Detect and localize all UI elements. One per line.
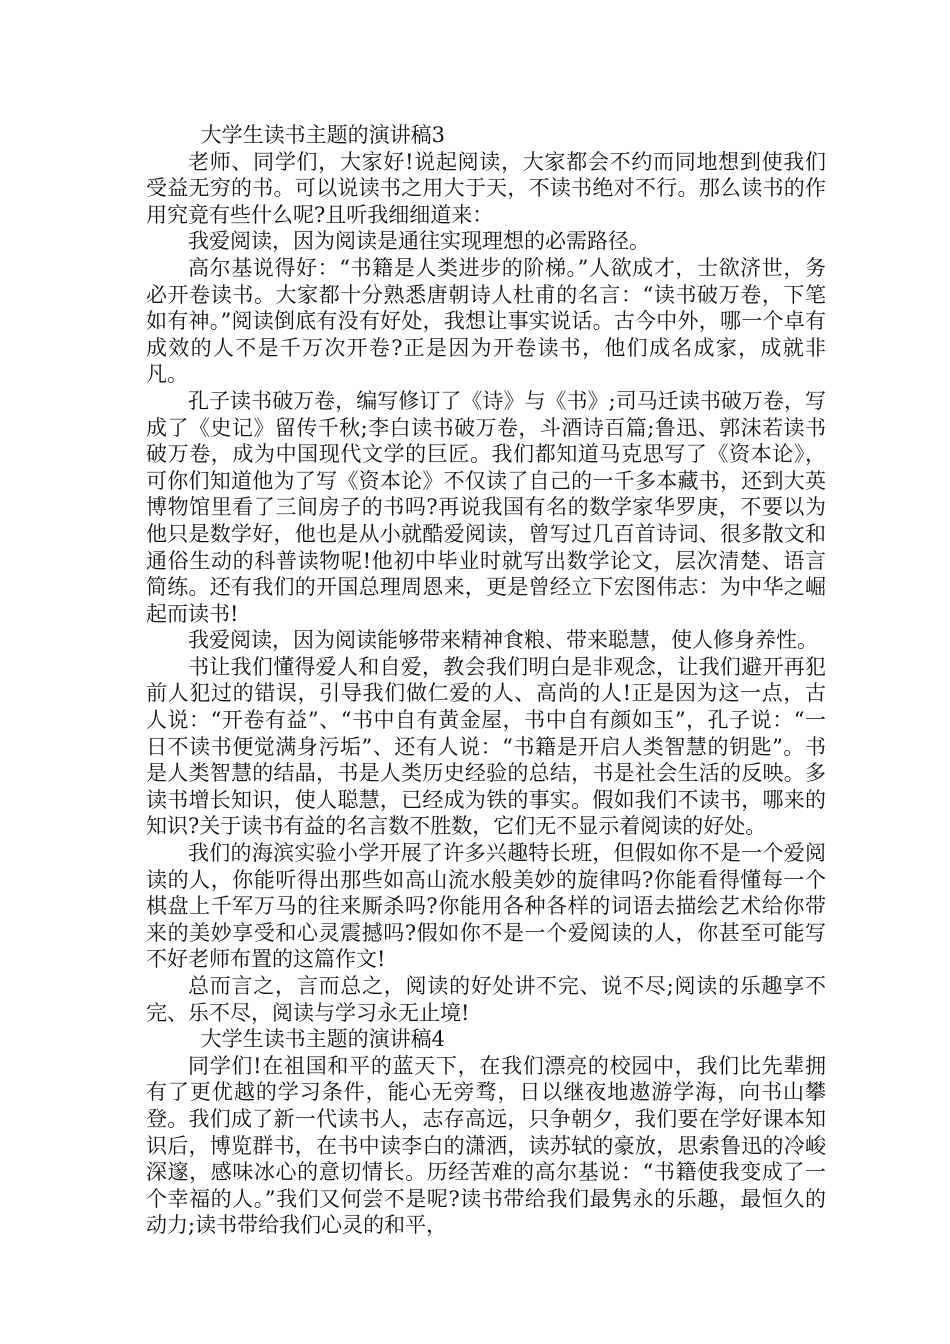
speech-3-paragraph: 我爱阅读，因为阅读是通往实现理想的必需路径。 [188, 229, 650, 254]
document-body [146, 122, 826, 1239]
speech-3-paragraph: 书让我们懂得爱人和自爱，教会我们明白是非观念，让我们避开再犯前人犯过的错误，引导我们做仁爱的人、高尚的人!正是因为这一点，古人说：“开卷有益”、“书中自有黄金屋，书中自有颜如玉”，孔子说：“一日不读书便觉满身污垢”、还有人说：“书籍是开启人类智慧的钥匙”。书是人类智慧的结晶，书是人类历史经验的总结，书是社会生活的反映。多读书增长知识，使人聪慧，已经成为铁的事实。假如我们不读书，哪来的知识?关于读书有益的名言数不胜数，它们无不显示着阅读的好处。 [146, 654, 826, 839]
speech-3-paragraph: 我们的海滨实验小学开展了许多兴趣特长班，但假如你不是一个爱阅读的人，你能听得出那些如高山流水般美妙的旋律吗?你能看得懂每一个棋盘上千军万马的往来厮杀吗?你能用各种各样的词语去描绘艺术给你带来的美妙享受和心灵震撼吗?假如你不是一个爱阅读的人，你甚至可能写不好老师布置的这篇作文! [146, 841, 826, 972]
speech-3-paragraph: 老师、同学们，大家好!说起阅读，大家都会不约而同地想到使我们受益无穷的书。可以说读书之用大于天，不读书绝对不行。那么读书的作用究竟有些什么呢?且听我细细道来： [146, 149, 826, 227]
speech-3-paragraph: 孔子读书破万卷，编写修订了《诗》与《书》;司马迁读书破万卷，写成了《史记》留传千秋;李白读书破万卷，斗酒诗百篇;鲁迅、郭沫若读书破万卷，成为中国现代文学的巨匠。我们都知道马克思写了《资本论》，可你们知道他为了写《资本论》不仅读了自己的一千多本藏书，还到大英博物馆里看了三间房子的书吗?再说我国有名的数学家华罗庚，不要以为他只是数学好，他也是从小就酷爱阅读，曾写过几百首诗词、很多散文和通俗生动的科普读物呢!他初中毕业时就写出数学论文，层次清楚、语言简练。还有我们的开国总理周恩来，更是曾经立下宏图伟志：为中华之崛起而读书! [146, 388, 826, 626]
speech-3-paragraph: 高尔基说得好：“书籍是人类进步的阶梯。”人欲成才，士欲济世，务必开卷读书。大家都十分熟悉唐朝诗人杜甫的名言：“读书破万卷，下笔如有神。”阅读倒底有没有好处，我想让事实说话。古今中外，哪一个卓有成效的人不是千万次开卷?正是因为开卷读书，他们成名成家，成就非凡。 [146, 255, 826, 387]
speech-3-paragraph: 总而言之，言而总之，阅读的好处讲不完、说不尽;阅读的乐趣享不完、乐不尽，阅读与学习永无止境! [146, 974, 826, 1025]
speech-3-title: 大学生读书主题的演讲稿3 [200, 123, 445, 147]
speech-3-paragraph: 我爱阅读，因为阅读能够带来精神食粮、带来聪慧，使人修身养性。 [188, 628, 818, 653]
speech-4-title: 大学生读书主题的演讲稿4 [200, 1027, 445, 1052]
speech-4-paragraph: 同学们!在祖国和平的蓝天下，在我们漂亮的校园中，我们比先辈拥有了更优越的学习条件，能心无旁骛，日以继夜地遨游学海，向书山攀登。我们成了新一代读书人，志存高远，只争朝夕，我们要在学好课本知识后，博览群书，在书中读李白的潇洒，读苏轼的豪放，思索鲁迅的冷峻深邃，感味冰心的意切情长。历经苦难的高尔基说：“书籍使我变成了一个幸福的人。”我们又何尝不是呢?读书带给我们最隽永的乐趣，最恒久的动力;读书带给我们心灵的和平， [146, 1053, 826, 1238]
